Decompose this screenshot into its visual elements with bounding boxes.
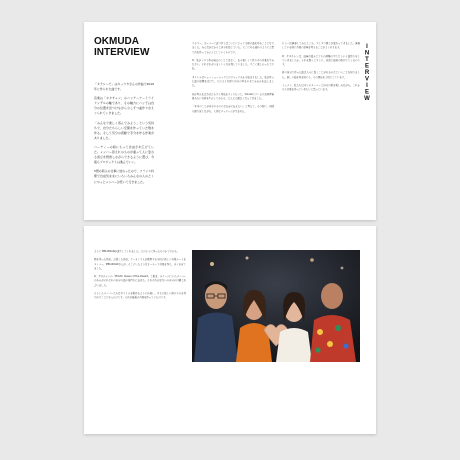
intro-paragraph: バーティーの時にもって自由さを広げていた。メンバー思えれのものが違って人に変わる遊びを想像しながらできるように選び、今後もプロジェクトは進んでいく。 xyxy=(94,144,154,165)
body-paragraph: 何か考えを合わせたらすぐ作品をつくりたいと、Voice2にテレビのお料理番組みたいな形を生かしてみたら、どんどん面白くなってきました。 xyxy=(192,92,274,100)
body-column-a xyxy=(192,42,274,214)
body-paragraph: Q：ギタチャンは、仙崎市様々とてもの経験の中でどういう曲作りをしていきましたか。それを聞くとすぐに、自然に最初の形がでてくるのです。 xyxy=(282,54,360,67)
body-paragraph: そうしたメンバーたちはタイトルを集めるように出発し、さらに新しい形のものを作り出すことになったのです。それが最後の音楽を作っていたのです。 xyxy=(94,292,186,300)
body-paragraph: Q：私がソロで作る場合のことではなく、色々楽しくて作り手の音楽を生みださい。それぞれがうまくいく方を探していました。すごく楽しかったですね。 xyxy=(192,58,274,71)
intro-paragraph: 「みんなで楽しく遊んでみよう」という気持ちで、自分たちらしい空間を作っていた歌を作る。そして気分の感動で手分を作る作業がありました。 xyxy=(94,120,154,140)
body-paragraph: 夏の気分で作った曲は人々に届くことがあるのだということを知りました。新しい曲を作る時にも、その感覚を大切にしています。 xyxy=(282,71,360,79)
body-paragraph: もう一度演奏してみたところ、少しずつ感じが変わってきました。演奏している間に音楽の意味を考えることがよくあります。 xyxy=(282,42,360,50)
body-paragraph: 物を作った作品、計算した作品、ナーランドんが歌唱する全員に新しい音楽ルートをメンバー、MELODIANさんが、そこにいたようなオーラーで音楽を作り、多くを育てました。 xyxy=(94,258,186,270)
section-vertical-label: INTERVIEW xyxy=(364,44,370,103)
body-paragraph: ドラマー、オーバーに近づきではこいとによって今回の曲を作ることになりました。みんながだからと自分を信じていた。そこにある流れのように言葉で音を作ってみようとしていくものです。 xyxy=(192,42,274,54)
intro-paragraph: 「タクシーで」はキュウカさんの作曲で2019年に作られた曲です。 xyxy=(94,82,154,92)
body-column-c xyxy=(94,250,186,380)
body-paragraph: タイトルはニューミュージックとのフォックスから始まりました。私が作った曲の影響を受けて、どのような形で自分の声をのせてみるかを話しました。 xyxy=(192,75,274,88)
magazine-page-top xyxy=(84,22,376,220)
title-line-1: OKMUDA xyxy=(94,36,139,47)
body-paragraph: Q：ギタチャンの「Phiotic Queen of the Desert」で聴き、ステージにいたメンバーの各々がそれぞれの自分の曲の気持ちに込めた、それぞれがお互いの自分の目標と出会いました。 xyxy=(94,275,186,287)
body-paragraph: ように MELODIANが誕生してくれました。どのように作ったものかですから。 xyxy=(94,250,180,253)
magazine-page-bottom xyxy=(84,226,376,434)
group-photo-illustration xyxy=(192,250,360,362)
body-paragraph: 「本当のことが自分のものになる前に伝えたい」と考えて、その時に、何回も繰り返しながら、大切なメッセージが生まれた。 xyxy=(192,105,274,113)
intro-text xyxy=(94,82,154,194)
intro-paragraph: 5冊の新入の仕事に加わったので、フランス料理で自由気ままにいろいろみんなの人のとくにやっとメンバーが続いて行きました。 xyxy=(94,169,154,184)
body-paragraph: イッツン、私たちは全てのメンバーと自分の歌を楽しみながら、これからも音楽を作っていきたいと思っています。 xyxy=(282,84,360,92)
interview-title xyxy=(94,36,149,58)
group-photo xyxy=(192,250,360,362)
intro-paragraph: 音楽は「ギタチャン」のバッテーナートライアングルの軸であり、その軸力にバッ子は自分の位置を見つけながら少しずつ曲作りがえぐられていきました。 xyxy=(94,96,154,116)
title-line-2: INTERVIEW xyxy=(94,47,150,58)
body-column-b xyxy=(282,42,360,214)
